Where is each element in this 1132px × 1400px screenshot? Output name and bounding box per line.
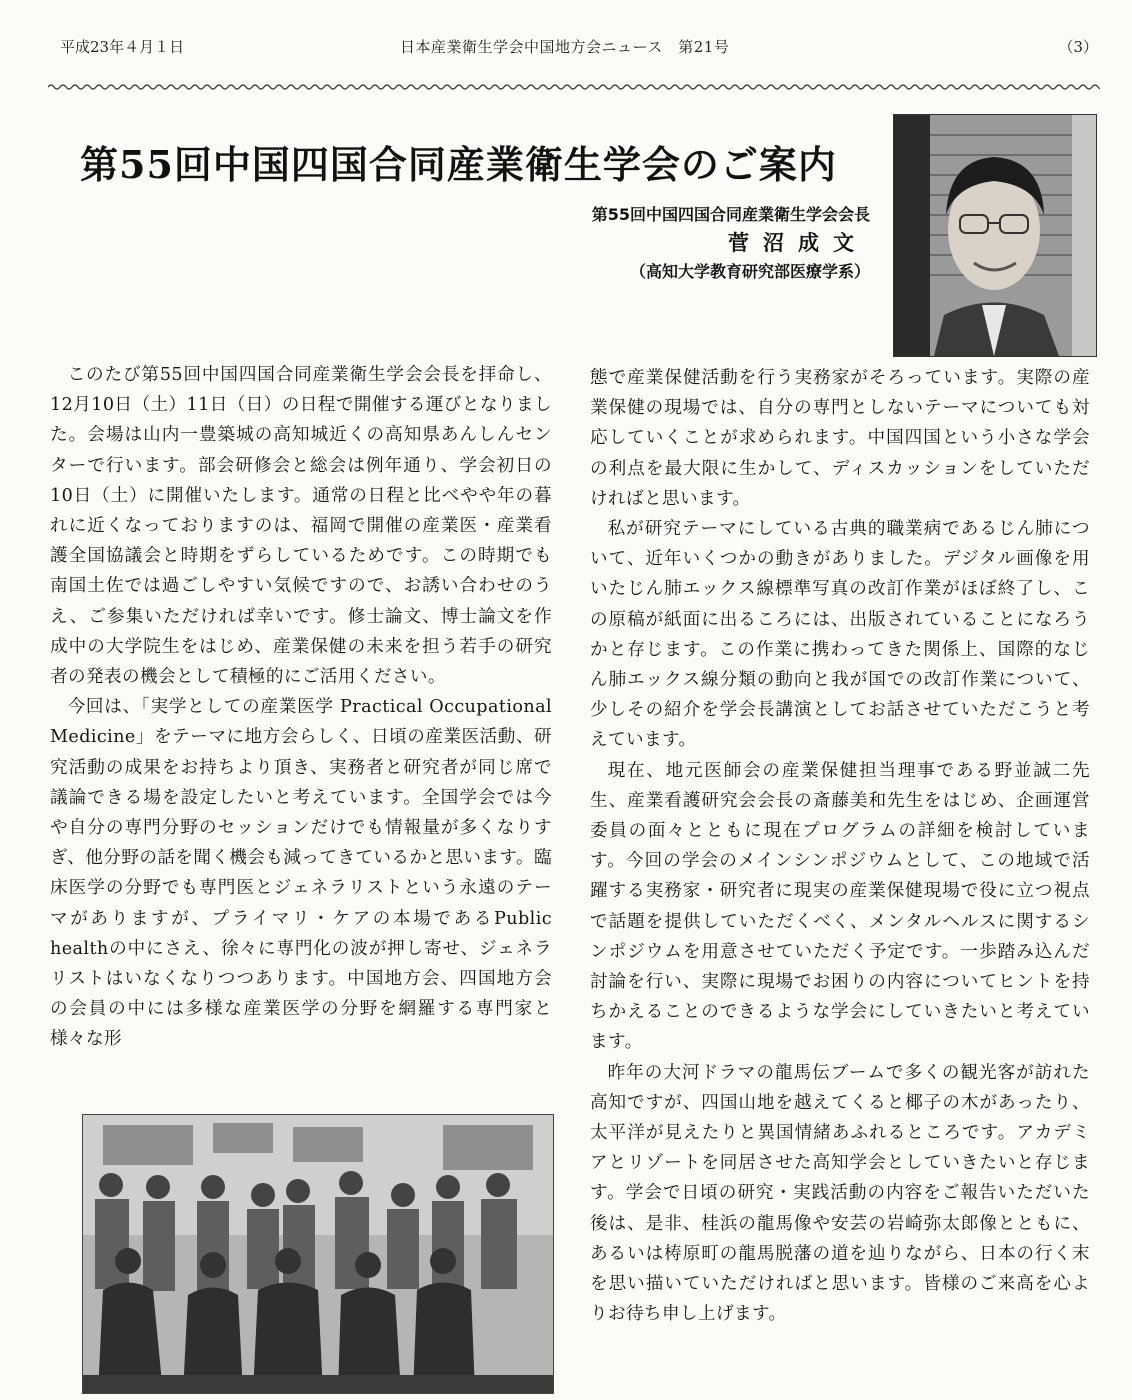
paragraph-pneumoconiosis: 私が研究テーマにしている古典的職業病であるじん肺について、近年いくつかの動きがありました。デジタル画像を用いたじん肺エックス線標準写真の改訂作業がほぼ終了し、この原稿が紙面に出るころには、出版されていることになろうかと存じます。この作業に携わってきた関係上、国際的なじん肺エックス線分類の動向と我が国での改訂作業について、少しその紹介を学会長講演としてお話させていただこうと考えています。 xyxy=(590,519,1090,751)
author-name: 菅沼成文 xyxy=(728,231,868,255)
decorative-wave-divider xyxy=(48,82,1100,92)
paragraph-theme: 今回は、「実学としての産業医学 Practical Occupational Medicine」をテーマに地方会らしく、日頃の産業医活動、研究活動の成果をお持ちより頂き、実務者と研究者が同じ席で議論できる場を設定したいと考えています。全国学会では今や自分の専門分野のセッションだけでも情報量が多くなりすぎ、他分野の話を聞く機会も減ってきているかと思います。臨床医学の分野でも専門医とジェネラリストという永遠のテーマがありますが、プライマリ・ケアの本場であるPublic healthの中にさえ、徐々に専門化の波が押し寄せ、ジェネラリストはいなくなりつつあります。中国地方会、四国地方会の会員の中には多様な産業医学の分野を網羅する専門家と様々な形 xyxy=(50,697,552,1050)
article-column-right xyxy=(590,363,1090,1330)
paragraph-program: 現在、地元医師会の産業保健担当理事である野並誠二先生、産業看護研究会会長の斎藤美和先生をはじめ、企画運営委員の面々とともに現在プログラムの詳細を検討しています。今回の学会のメインシンポジウムとして、この地域で活躍する実務家・研究者に現実の産業保健現場で役に立つ視点で話題を提供していただくべく、メンタルヘルスに関するシンポジウムを用意させていただく予定です。一歩踏み込んだ討論を行い、実際に現場でお困りの内容についてヒントを持ちかえることのできるような学会にしていきたいと考えています。 xyxy=(590,760,1090,1053)
author-affiliation: （高知大学教育研究部医療学系） xyxy=(629,262,870,281)
article-column-left xyxy=(50,360,552,1055)
publication-title: 日本産業衛生学会中国地方会ニュース 第21号 xyxy=(400,38,730,56)
page-header xyxy=(60,36,1098,60)
paragraph-theme-continued: 態で産業保健活動を行う実務家がそろっています。実際の産業保健の現場では、自分の専門としないテーマについても対応していくことが求められます。中国四国という小さな学会の利点を最大限に生かして、ディスカッションをしていただければと思います。 xyxy=(590,368,1090,509)
paragraph-introduction: このたび第55回中国四国合同産業衛生学会会長を拝命し、12月10日（土）11日（日）の日程で開催する運びとなりました。会場は山内一豊築城の高知城近くの高知県あんしんセンターで行います。部会研修会と総会は例年通り、学会初日の10日（土）に開催いたします。通常の日程と比べやや年の暮れに近くなっておりますのは、福岡で開催の産業医・産業看護全国協議会と時期をずらしているためです。この時期でも南国土佐では過ごしやすい気候ですので、お誘い合わせのうえ、ご参集いただければ幸いです。修士論文、博士論文を作成中の大学院生をはじめ、産業保健の未来を担う若手の研究者の発表の機会として積極的にご活用ください。 xyxy=(50,365,552,688)
author-portrait-photo xyxy=(893,114,1097,357)
paragraph-kochi-invitation: 昨年の大河ドラマの龍馬伝ブームで多くの観光客が訪れた高知ですが、四国山地を越えてくると椰子の木があったり、太平洋が見えたりと異国情緒あふれるところです。アカデミアとリゾートを同居させた高知学会としていきたいと存じます。学会で日頃の研究・実践活動の内容をご報告いただいた後は、是非、桂浜の龍馬像や安芸の岩崎弥太郎像とともに、あるいは梼原町の龍馬脱藩の道を辿りながら、日本の行く末を思い描いていただければと思います。皆様のご来高を心よりお待ち申し上げます。 xyxy=(590,1062,1090,1325)
article-title: 第55回中国四国合同産業衛生学会のご案内 xyxy=(80,142,837,187)
group-photo xyxy=(82,1114,554,1394)
page-number: （3） xyxy=(1058,38,1098,56)
issue-date: 平成23年４月１日 xyxy=(60,38,185,56)
author-block xyxy=(480,203,870,285)
author-role: 第55回中国四国合同産業衛生学会会長 xyxy=(591,205,870,224)
